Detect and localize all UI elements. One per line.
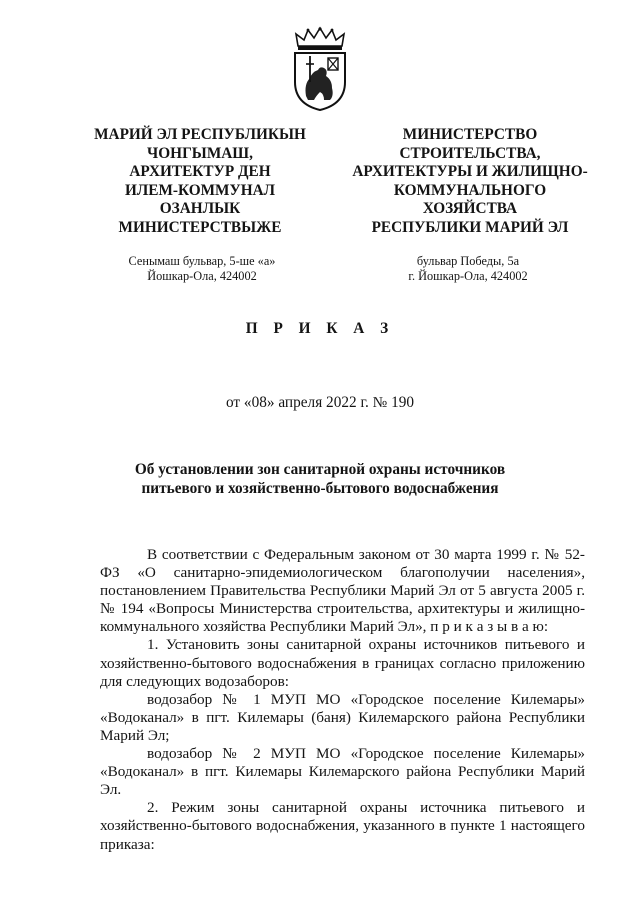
address-right-line1: бульвар Победы, 5а — [416, 254, 520, 268]
address-mari — [77, 254, 327, 284]
order-date-number: от «08» апреля 2022 г. № 190 — [225, 394, 415, 411]
body-intro-paragraph: В соответствии с Федеральным законом от 30 марта 1999 г. № 52-ФЗ «О санитарно-эпидемиологическом благополучии населения», постановлением Правительства Республики Марий Эл от 5 августа 2005 г. № 194 «Вопросы Министерства строительства, архитектуры и жилищно-коммунального хозяйства Республики Марий Эл», п р и к а з ы в а ю: — [100, 546, 585, 636]
body-intake-2: водозабор № 2 МУП МО «Городское поселение Килемары» «Водоканал» в пгт. Килемары Килемарского района Республики Марий Эл. — [100, 745, 585, 799]
header-left-line: ОЗАНЛЫК — [159, 200, 241, 218]
header-mari-ministry-name — [75, 126, 325, 238]
address-russian — [343, 254, 593, 284]
subject-line2: питьевого и хозяйственно-бытового водоснабжения — [141, 479, 499, 497]
header-right-line: АРХИТЕКТУРЫ И ЖИЛИЩНО- — [352, 163, 588, 181]
header-left-line: ИЛЕМ-КОММУНАЛ — [124, 181, 276, 199]
header-left-line: АРХИТЕКТУР ДЕН — [129, 163, 271, 181]
body-intake-1: водозабор № 1 МУП МО «Городское поселение Килемары» «Водоканал» в пгт. Килемары (баня) Килемарского района Республики Марий Эл; — [100, 690, 585, 744]
address-right-line2: г. Йошкар-Ола, 424002 — [408, 269, 528, 283]
header-right-line: РЕСПУБЛИКИ МАРИЙ ЭЛ — [371, 218, 569, 236]
header-right-line: СТРОИТЕЛЬСТВА, — [399, 144, 541, 162]
crown-icon — [296, 28, 344, 46]
body-item-1: 1. Установить зоны санитарной охраны источников питьевого и хозяйственно-бытового водоснабжения в границах согласно приложению для следующих водозаборов: — [100, 636, 585, 690]
header-right-line: ХОЗЯЙСТВА — [422, 200, 518, 218]
order-body — [100, 546, 585, 854]
header-russian-ministry-name — [345, 126, 595, 238]
coat-of-arms-emblem — [290, 26, 350, 112]
body-item-2: 2. Режим зоны санитарной охраны источника питьевого и хозяйственно-бытового водоснабжения, указанного в пункте 1 настоящего приказа: — [100, 799, 585, 853]
address-left-line1: Сенымаш бульвар, 5-ше «а» — [128, 254, 276, 268]
order-subject — [100, 461, 540, 498]
header-left-line: ЧОНГЫМАШ, — [147, 144, 253, 162]
address-left-line2: Йошкар-Ола, 424002 — [147, 269, 257, 283]
order-title: П Р И К А З — [245, 320, 395, 337]
header-left-line: МИНИСТЕРСТВЫЖЕ — [118, 218, 282, 236]
header-right-line: КОММУНАЛЬНОГО — [393, 181, 547, 199]
subject-line1: Об установлении зон санитарной охраны источников — [134, 461, 506, 478]
header-right-line: МИНИСТЕРСТВО — [402, 126, 538, 143]
header-left-line: МАРИЙ ЭЛ РЕСПУБЛИКЫН — [94, 126, 306, 143]
